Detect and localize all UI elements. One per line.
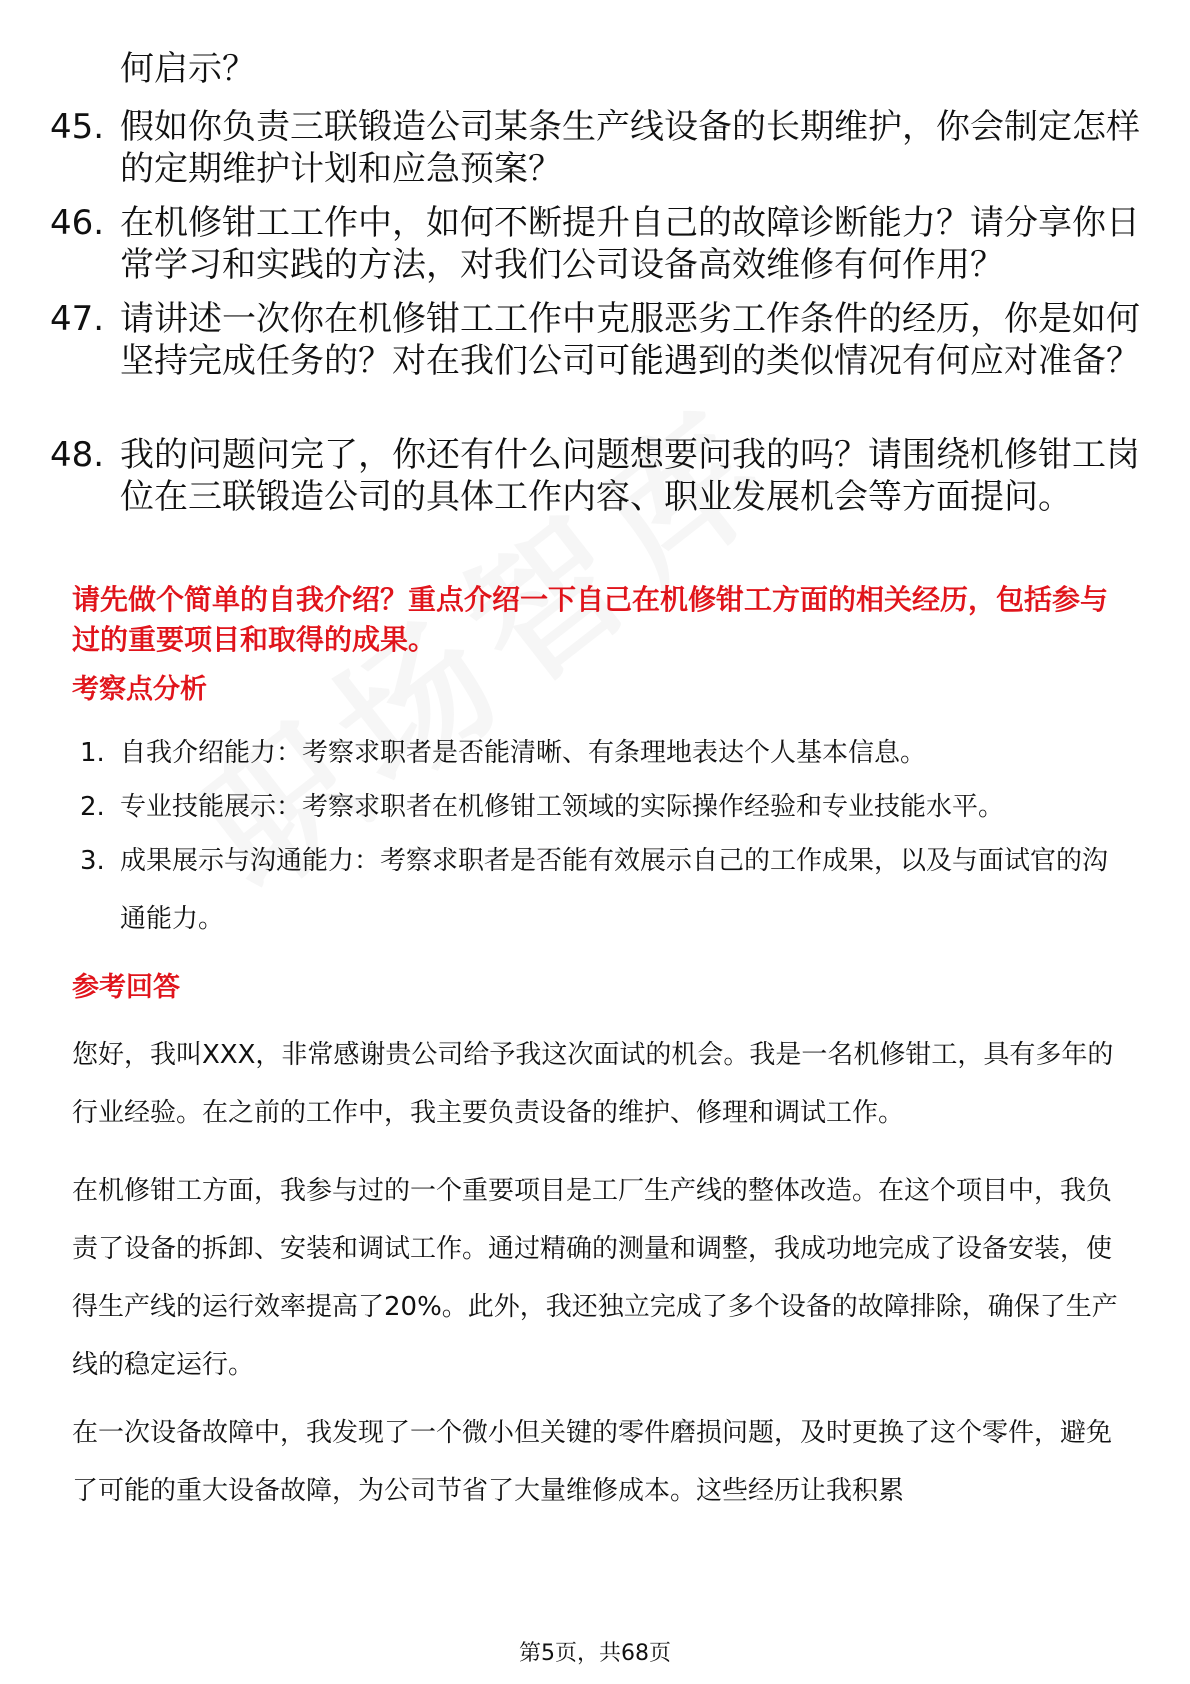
question-text: 请讲述一次你在机修钳工工作中克服恶劣工作条件的经历，你是如何坚持完成任务的？对在我们公司可能遇到的类似情况有何应对准备？ [120, 299, 1140, 381]
analysis-item-text: 成果展示与沟通能力：考察求职者是否能有效展示自己的工作成果，以及与面试官的沟通能力。 [120, 846, 1109, 934]
question-text: 我的问题问完了，你还有什么问题想要问我的吗？请围绕机修钳工岗位在三联锻造公司的具体工作内容、职业发展机会等方面提问。 [120, 435, 1140, 517]
question-title: 请先做个简单的自我介绍？重点介绍一下自己在机修钳工方面的相关经历，包括参与过的重要项目和取得的成果。 [72, 583, 1109, 656]
question-text: 在机修钳工工作中，如何不断提升自己的故障诊断能力？请分享你日常学习和实践的方法，对我们公司设备高效维修有何作用？ [120, 203, 1140, 285]
analysis-item [80, 778, 1140, 836]
analysis-item-number: 2. [80, 792, 105, 822]
question-text: 假如你负责三联锻造公司某条生产线设备的长期维护，你会制定怎样的定期维护计划和应急预案？ [120, 107, 1140, 189]
analysis-item-text: 专业技能展示：考察求职者在机修钳工领域的实际操作经验和专业技能水平。 [120, 792, 1005, 822]
question-text: 何启示？ [120, 49, 256, 89]
question-number: 47. [50, 299, 105, 339]
analysis-item-text: 自我介绍能力：考察求职者是否能清晰、有条理地表达个人基本信息。 [120, 738, 927, 768]
analysis-item-number: 3. [80, 846, 105, 876]
analysis-item-number: 1. [80, 738, 105, 768]
question-item-47 [50, 298, 1170, 424]
analysis-item [80, 832, 1140, 948]
answer-paragraph: 在机修钳工方面，我参与过的一个重要项目是工厂生产线的整体改造。在这个项目中，我负责了设备的拆卸、安装和调试工作。通过精确的测量和调整，我成功地完成了设备安装，使得生产线的运行效率提高了20%。此外，我还独立完成了多个设备的故障排除，确保了生产线的稳定运行。 [72, 1176, 1118, 1380]
question-item-46 [50, 202, 1170, 286]
analysis-item [80, 724, 1140, 782]
analysis-heading: 考察点分析 [72, 674, 207, 705]
question-number: 46. [50, 203, 105, 243]
question-number: 45. [50, 107, 105, 147]
question-item-45 [50, 106, 1170, 190]
answer-paragraph: 在一次设备故障中，我发现了一个微小但关键的零件磨损问题，及时更换了这个零件，避免了可能的重大设备故障，为公司节省了大量维修成本。这些经历让我积累 [72, 1418, 1113, 1506]
question-continuation [50, 48, 1170, 90]
answer-paragraph: 您好，我叫XXX，非常感谢贵公司给予我这次面试的机会。我是一名机修钳工，具有多年的行业经验。在之前的工作中，我主要负责设备的维护、修理和调试工作。 [72, 1040, 1114, 1128]
answer-heading: 参考回答 [72, 972, 180, 1003]
question-number: 48. [50, 435, 105, 475]
page-footer: 第5页，共68页 [519, 1641, 671, 1666]
question-item-48 [50, 434, 1170, 560]
